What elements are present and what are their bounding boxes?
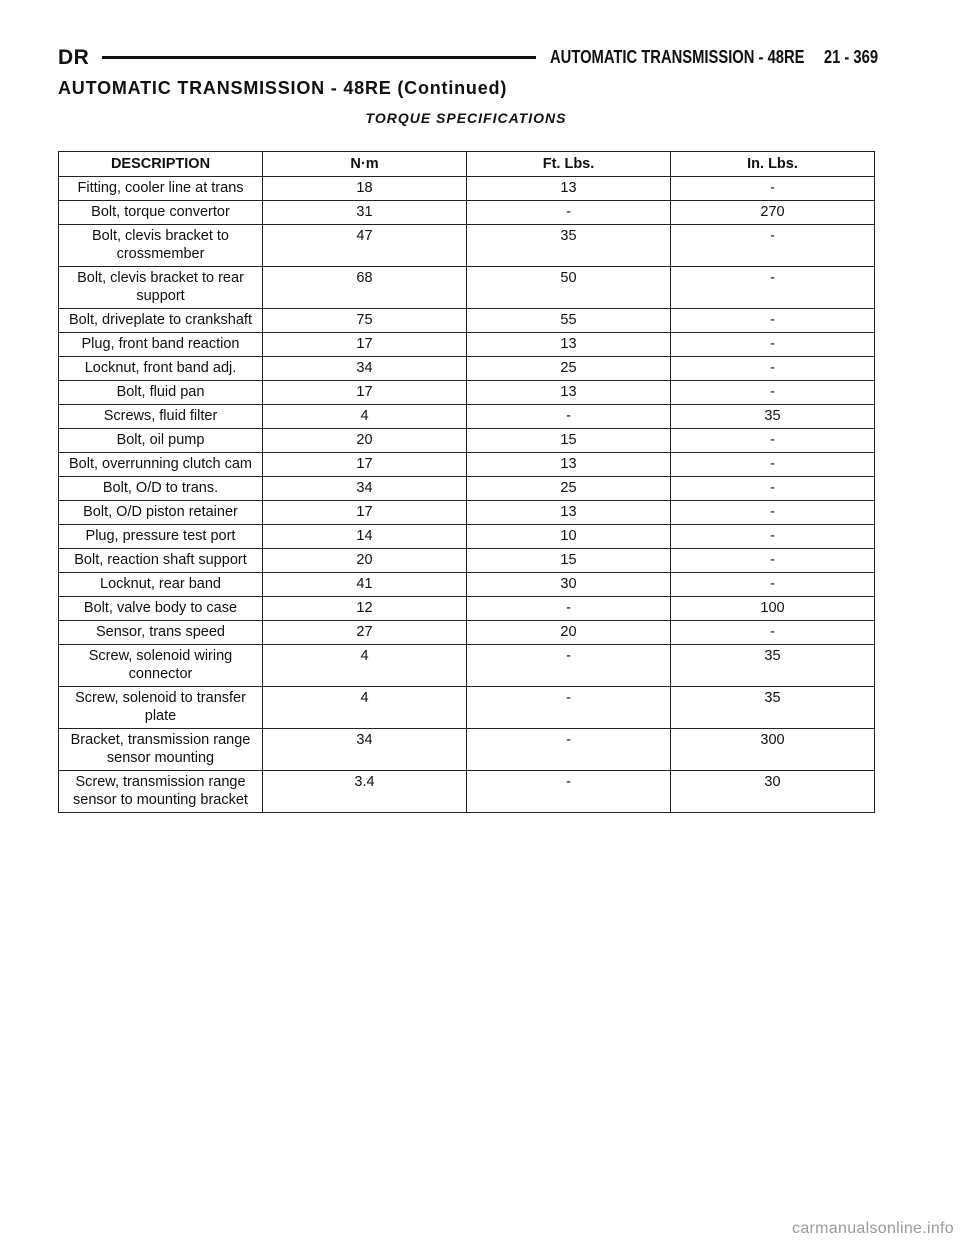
col-header-description: DESCRIPTION: [59, 152, 263, 177]
cell-ft-lbs: -: [467, 687, 671, 729]
cell-nm: 27: [263, 621, 467, 645]
cell-ft-lbs: -: [467, 771, 671, 813]
cell-nm: 34: [263, 357, 467, 381]
table-row: [59, 333, 875, 357]
cell-ft-lbs: -: [467, 597, 671, 621]
cell-nm: 17: [263, 501, 467, 525]
table-row: [59, 729, 875, 771]
table-row: [59, 645, 875, 687]
cell-description: Fitting, cooler line at trans: [59, 177, 263, 201]
cell-description: Sensor, trans speed: [59, 621, 263, 645]
table-row: [59, 549, 875, 573]
cell-description: Bracket, transmission range sensor mounting: [59, 729, 263, 771]
cell-in-lbs: -: [671, 549, 875, 573]
cell-nm: 14: [263, 525, 467, 549]
cell-nm: 41: [263, 573, 467, 597]
cell-nm: 4: [263, 405, 467, 429]
cell-in-lbs: -: [671, 573, 875, 597]
col-header-nm: N·m: [263, 152, 467, 177]
table-row: [59, 771, 875, 813]
cell-nm: 47: [263, 225, 467, 267]
table-row: [59, 573, 875, 597]
cell-description: Locknut, front band adj.: [59, 357, 263, 381]
watermark: carmanualsonline.info: [792, 1220, 954, 1237]
cell-in-lbs: 35: [671, 687, 875, 729]
table-title: TORQUE SPECIFICATIONS: [365, 110, 567, 126]
cell-ft-lbs: 50: [467, 267, 671, 309]
cell-in-lbs: -: [671, 501, 875, 525]
cell-nm: 17: [263, 333, 467, 357]
table-row: [59, 621, 875, 645]
cell-nm: 68: [263, 267, 467, 309]
cell-description: Bolt, torque convertor: [59, 201, 263, 225]
table-row: [59, 177, 875, 201]
cell-in-lbs: -: [671, 429, 875, 453]
cell-description: Bolt, clevis bracket to crossmember: [59, 225, 263, 267]
cell-description: Bolt, clevis bracket to rear support: [59, 267, 263, 309]
torque-spec-table: [58, 151, 875, 813]
cell-in-lbs: 35: [671, 405, 875, 429]
cell-nm: 34: [263, 477, 467, 501]
table-row: [59, 525, 875, 549]
cell-ft-lbs: 25: [467, 357, 671, 381]
table-row: [59, 225, 875, 267]
cell-description: Plug, pressure test port: [59, 525, 263, 549]
table-row: [59, 429, 875, 453]
col-header-ft-lbs: Ft. Lbs.: [467, 152, 671, 177]
cell-ft-lbs: 13: [467, 501, 671, 525]
cell-ft-lbs: 13: [467, 333, 671, 357]
table-row: [59, 687, 875, 729]
table-row: [59, 405, 875, 429]
cell-in-lbs: 100: [671, 597, 875, 621]
header-title: AUTOMATIC TRANSMISSION - 48RE: [550, 47, 805, 67]
cell-nm: 18: [263, 177, 467, 201]
table-row: [59, 381, 875, 405]
cell-nm: 17: [263, 453, 467, 477]
cell-in-lbs: -: [671, 267, 875, 309]
table-body: [59, 177, 875, 813]
cell-ft-lbs: 35: [467, 225, 671, 267]
cell-in-lbs: 35: [671, 645, 875, 687]
page-header: [58, 42, 878, 76]
cell-in-lbs: -: [671, 453, 875, 477]
table-row: [59, 501, 875, 525]
table-row: [59, 597, 875, 621]
cell-description: Screw, solenoid wiring connector: [59, 645, 263, 687]
cell-description: Bolt, O/D piston retainer: [59, 501, 263, 525]
cell-nm: 75: [263, 309, 467, 333]
cell-ft-lbs: 55: [467, 309, 671, 333]
cell-in-lbs: -: [671, 177, 875, 201]
table-row: [59, 201, 875, 225]
cell-nm: 3.4: [263, 771, 467, 813]
cell-nm: 34: [263, 729, 467, 771]
cell-description: Bolt, valve body to case: [59, 597, 263, 621]
cell-ft-lbs: 25: [467, 477, 671, 501]
table-row: [59, 267, 875, 309]
cell-ft-lbs: 15: [467, 549, 671, 573]
table-header-row: [59, 152, 875, 177]
cell-ft-lbs: -: [467, 729, 671, 771]
cell-ft-lbs: 13: [467, 453, 671, 477]
cell-description: Screw, solenoid to transfer plate: [59, 687, 263, 729]
cell-description: Plug, front band reaction: [59, 333, 263, 357]
section-title: AUTOMATIC TRANSMISSION - 48RE (Continued): [58, 78, 508, 98]
cell-description: Bolt, oil pump: [59, 429, 263, 453]
col-header-in-lbs: In. Lbs.: [671, 152, 875, 177]
cell-in-lbs: -: [671, 525, 875, 549]
table-row: [59, 357, 875, 381]
cell-in-lbs: -: [671, 309, 875, 333]
cell-ft-lbs: 13: [467, 177, 671, 201]
cell-description: Screws, fluid filter: [59, 405, 263, 429]
page-number: 21 - 369: [823, 47, 878, 67]
cell-description: Bolt, fluid pan: [59, 381, 263, 405]
cell-ft-lbs: 10: [467, 525, 671, 549]
cell-ft-lbs: -: [467, 645, 671, 687]
cell-ft-lbs: -: [467, 405, 671, 429]
cell-nm: 31: [263, 201, 467, 225]
cell-in-lbs: 300: [671, 729, 875, 771]
cell-ft-lbs: 13: [467, 381, 671, 405]
cell-description: Bolt, O/D to trans.: [59, 477, 263, 501]
cell-nm: 4: [263, 645, 467, 687]
cell-description: Screw, transmission range sensor to mounting bracket: [59, 771, 263, 813]
header-left-label: DR: [58, 46, 90, 69]
cell-in-lbs: -: [671, 477, 875, 501]
table-row: [59, 477, 875, 501]
cell-in-lbs: -: [671, 621, 875, 645]
cell-nm: 17: [263, 381, 467, 405]
cell-ft-lbs: 15: [467, 429, 671, 453]
header-rule: [102, 56, 536, 59]
cell-nm: 12: [263, 597, 467, 621]
cell-in-lbs: -: [671, 381, 875, 405]
cell-ft-lbs: 30: [467, 573, 671, 597]
cell-description: Bolt, reaction shaft support: [59, 549, 263, 573]
cell-nm: 4: [263, 687, 467, 729]
cell-ft-lbs: 20: [467, 621, 671, 645]
cell-nm: 20: [263, 549, 467, 573]
table-row: [59, 309, 875, 333]
cell-description: Bolt, overrunning clutch cam: [59, 453, 263, 477]
cell-in-lbs: -: [671, 357, 875, 381]
cell-nm: 20: [263, 429, 467, 453]
cell-ft-lbs: -: [467, 201, 671, 225]
table-row: [59, 453, 875, 477]
cell-description: Bolt, driveplate to crankshaft: [59, 309, 263, 333]
cell-in-lbs: 30: [671, 771, 875, 813]
cell-in-lbs: -: [671, 333, 875, 357]
cell-in-lbs: -: [671, 225, 875, 267]
cell-in-lbs: 270: [671, 201, 875, 225]
cell-description: Locknut, rear band: [59, 573, 263, 597]
